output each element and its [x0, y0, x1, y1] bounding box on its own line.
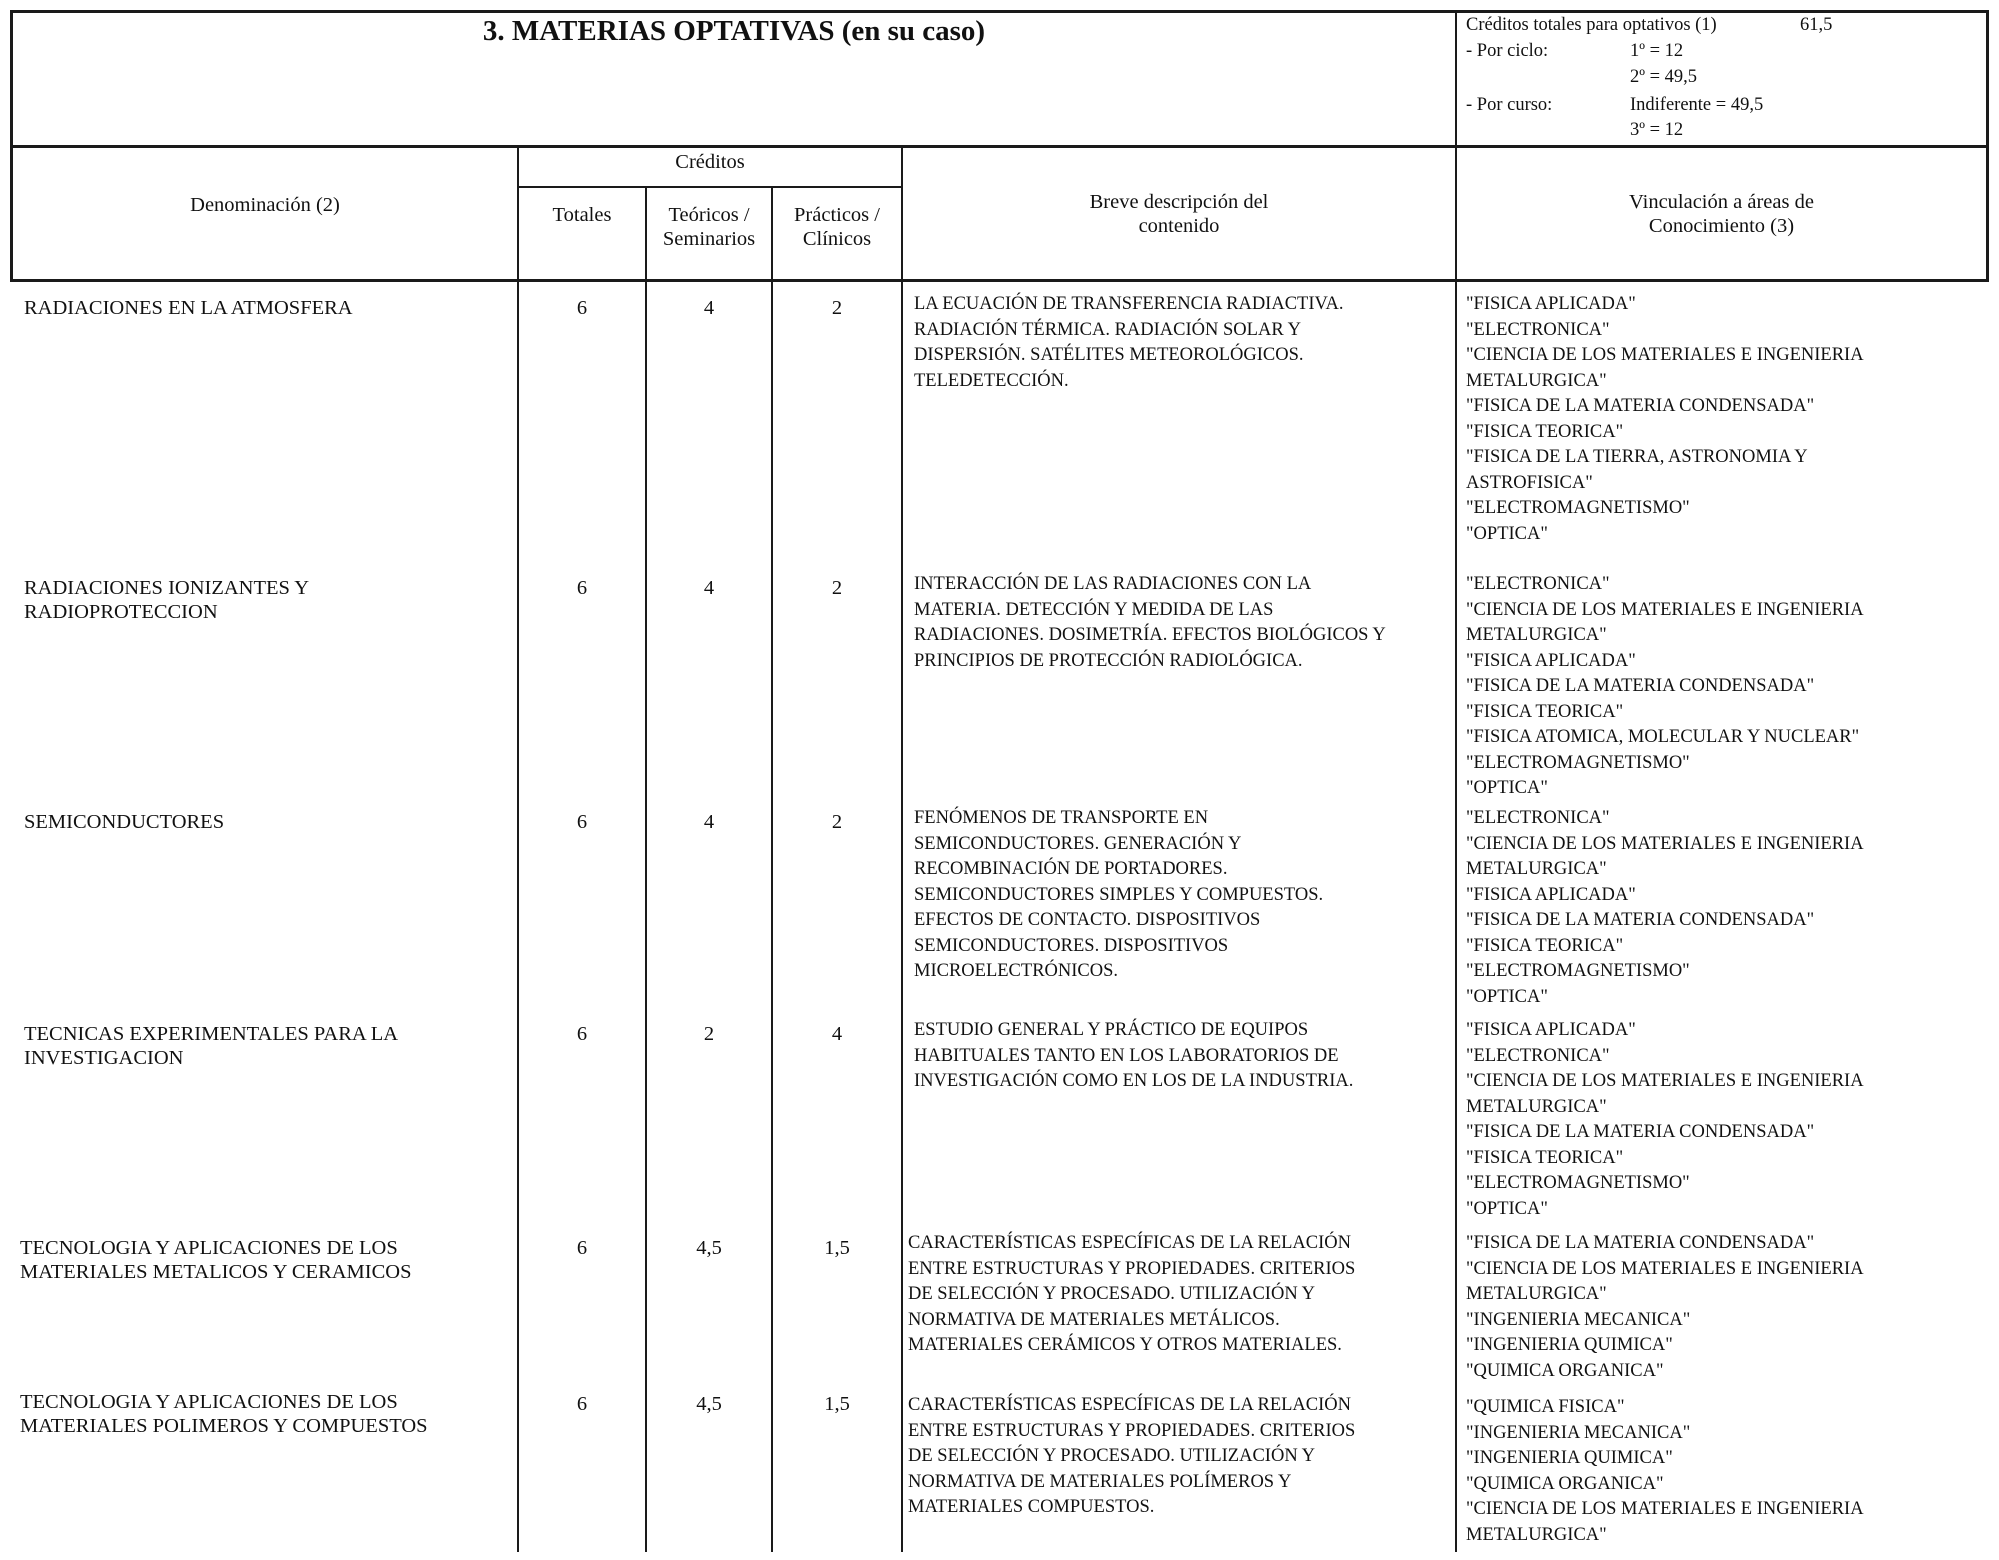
page-title: 3. MATERIAS OPTATIVAS (en su caso): [482, 15, 986, 47]
col-header-teoricos: Teóricos / Seminarios: [662, 204, 756, 250]
row-6-teoricos: 4,5: [696, 1393, 722, 1415]
col-header-descripcion: Breve descripción del contenido: [1089, 191, 1269, 237]
curso-3: 3º = 12: [1630, 120, 1684, 140]
curso-indiferente: Indiferente = 49,5: [1630, 95, 1764, 115]
row-2-descripcion: INTERACCIÓN DE LAS RADIACIONES CON LA MATERIA. DETECCIÓN Y MEDIDA DE LAS RADIACIONES. DOSIMETRÍA. EFECTOS BIOLÓGICOS Y PRINCIPIOS DE PROTECCIÓN RADIOLÓGICA.: [914, 574, 1386, 671]
row-2-teoricos: 4: [703, 577, 715, 599]
row-6-descripcion: CARACTERÍSTICAS ESPECÍFICAS DE LA RELACIÓN ENTRE ESTRUCTURAS Y PROPIEDADES. CRITERIOS DE SELECCIÓN Y PROCESADO. UTILIZACIÓN Y NORMATIVA DE MATERIALES POLÍMEROS Y MATERIALES COMPUESTOS.: [908, 1395, 1356, 1517]
row-1-totales: 6: [576, 297, 588, 319]
row-4-practicos: 4: [831, 1023, 843, 1045]
col-divider-2: [645, 188, 647, 1552]
row-5-teoricos: 4,5: [696, 1237, 722, 1259]
row-2-areas: "ELECTRONICA" "CIENCIA DE LOS MATERIALES E INGENIERIA METALURGICA" "FISICA APLICADA" "FISICA DE LA MATERIA CONDENSADA" "FISICA TEORICA" "FISICA ATOMICA, MOLECULAR Y NUCLEAR" "ELECTROMAGNETISMO" "OPTICA": [1466, 574, 1864, 798]
row-3-name: SEMICONDUCTORES: [24, 811, 225, 833]
por-ciclo-label: - Por ciclo:: [1466, 41, 1549, 61]
row-5-practicos: 1,5: [824, 1237, 850, 1259]
row-3-totales: 6: [576, 811, 588, 833]
row-1-descripcion: LA ECUACIÓN DE TRANSFERENCIA RADIACTIVA. RADIACIÓN TÉRMICA. RADIACIÓN SOLAR Y DISPERSIÓN. SATÉLITES METEOROLÓGICOS. TELEDETECCIÓN.: [914, 294, 1344, 391]
por-curso-label: - Por curso:: [1466, 95, 1553, 115]
row-4-teoricos: 2: [703, 1023, 715, 1045]
row-6-areas: "QUIMICA FISICA" "INGENIERIA MECANICA" "INGENIERIA QUIMICA" "QUIMICA ORGANICA" "CIENCIA DE LOS MATERIALES E INGENIERIA METALURGICA": [1466, 1397, 1864, 1545]
row-6-practicos: 1,5: [824, 1393, 850, 1415]
totals-value: 61,5: [1800, 15, 1833, 35]
row-3-descripcion: FENÓMENOS DE TRANSPORTE EN SEMICONDUCTORES. GENERACIÓN Y RECOMBINACIÓN DE PORTADORES. SEMICONDUCTORES SIMPLES Y COMPUESTOS. EFECTOS DE CONTACTO. DISPOSITIVOS SEMICONDUCTORES. DISPOSITIVOS MICROELECTRÓNICOS.: [914, 808, 1324, 981]
row-5-name: TECNOLOGIA Y APLICACIONES DE LOS MATERIALES METALICOS Y CERAMICOS: [20, 1237, 412, 1283]
row-2-name: RADIACIONES IONIZANTES Y RADIOPROTECCION: [24, 577, 310, 623]
row-4-name: TECNICAS EXPERIMENTALES PARA LA INVESTIGACION: [24, 1023, 399, 1069]
row-3-areas: "ELECTRONICA" "CIENCIA DE LOS MATERIALES E INGENIERIA METALURGICA" "FISICA APLICADA" "FISICA DE LA MATERIA CONDENSADA" "FISICA TEORICA" "ELECTROMAGNETISMO" "OPTICA": [1466, 808, 1864, 1007]
row-1-name: RADIACIONES EN LA ATMOSFERA: [24, 297, 353, 319]
col-header-totales: Totales: [552, 204, 612, 226]
row-6-name: TECNOLOGIA Y APLICACIONES DE LOS MATERIALES POLIMEROS Y COMPUESTOS: [20, 1391, 428, 1437]
row-4-totales: 6: [576, 1023, 588, 1045]
header-bottom-line: [10, 279, 1989, 282]
row-5-totales: 6: [576, 1237, 588, 1259]
row-1-areas: "FISICA APLICADA" "ELECTRONICA" "CIENCIA DE LOS MATERIALES E INGENIERIA METALURGICA" "FISICA DE LA MATERIA CONDENSADA" "FISICA TEORICA" "FISICA DE LA TIERRA, ASTRONOMIA Y ASTROFISICA" "ELECTROMAGNETISMO" "OPTICA": [1466, 294, 1864, 544]
col-divider-1: [517, 145, 519, 1552]
row-5-descripcion: CARACTERÍSTICAS ESPECÍFICAS DE LA RELACIÓN ENTRE ESTRUCTURAS Y PROPIEDADES. CRITERIOS DE SELECCIÓN Y PROCESADO. UTILIZACIÓN Y NORMATIVA DE MATERIALES METÁLICOS. MATERIALES CERÁMICOS Y OTROS MATERIALES.: [908, 1233, 1356, 1355]
row-5-areas: "FISICA DE LA MATERIA CONDENSADA" "CIENCIA DE LOS MATERIALES E INGENIERIA METALURGICA" "INGENIERIA MECANICA" "INGENIERIA QUIMICA" "QUIMICA ORGANICA": [1466, 1233, 1864, 1381]
col-header-denominacion: Denominación (2): [190, 194, 340, 216]
row-2-totales: 6: [576, 577, 588, 599]
row-4-descripcion: ESTUDIO GENERAL Y PRÁCTICO DE EQUIPOS HABITUALES TANTO EN LOS LABORATORIOS DE INVESTIGACIÓN COMO EN LOS DE LA INDUSTRIA.: [914, 1020, 1354, 1091]
col-divider-4: [901, 145, 903, 1552]
totals-label: Créditos totales para optativos (1): [1466, 15, 1717, 35]
row-1-teoricos: 4: [703, 297, 715, 319]
row-1-practicos: 2: [831, 297, 843, 319]
row-4-areas: "FISICA APLICADA" "ELECTRONICA" "CIENCIA DE LOS MATERIALES E INGENIERIA METALURGICA" "FISICA DE LA MATERIA CONDENSADA" "FISICA TEORICA" "ELECTROMAGNETISMO" "OPTICA": [1466, 1020, 1864, 1219]
col-header-creditos: Créditos: [675, 151, 745, 173]
col-header-practicos: Prácticos / Clínicos: [794, 204, 880, 250]
creditos-underline: [517, 186, 903, 188]
col-divider-3: [771, 188, 773, 1552]
col-header-vinculacion: Vinculación a áreas de Conocimiento (3): [1629, 191, 1814, 237]
row-3-teoricos: 4: [703, 811, 715, 833]
title-box-divider: [1455, 10, 1457, 1552]
ciclo-2: 2º = 49,5: [1630, 67, 1698, 87]
title-bottom-line: [10, 145, 1989, 148]
row-3-practicos: 2: [831, 811, 843, 833]
ciclo-1: 1º = 12: [1630, 41, 1684, 61]
row-6-totales: 6: [576, 1393, 588, 1415]
row-2-practicos: 2: [831, 577, 843, 599]
